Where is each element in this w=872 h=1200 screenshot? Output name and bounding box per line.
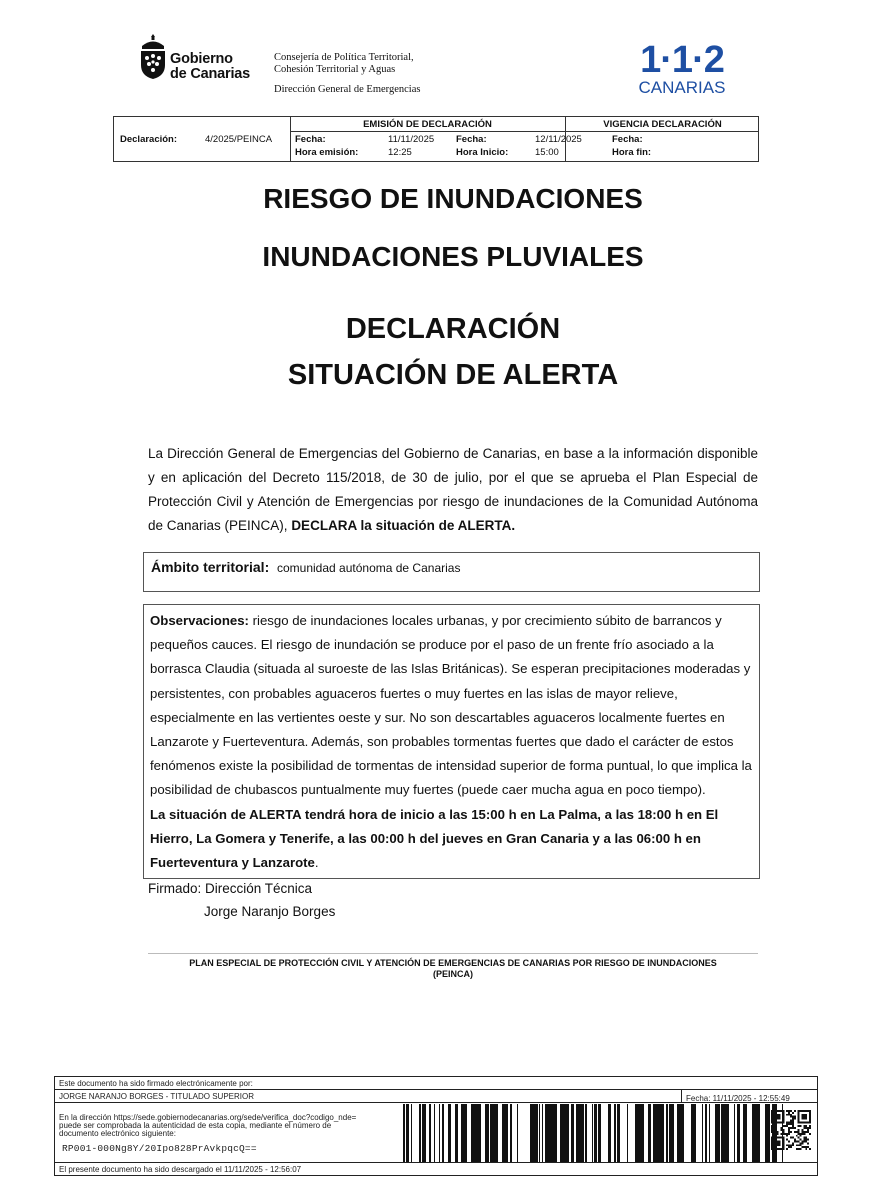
declaracion-label: Declaración: — [120, 134, 178, 145]
observaciones-label: Observaciones: — [150, 613, 249, 628]
sig-csv-code: RP001-000Ng8Y/20Ipo828PrAvkpqcQ== — [62, 1143, 257, 1154]
consejeria-line2: Cohesión Territorial y Aguas — [274, 64, 396, 75]
firmado-label: Firmado: Dirección Técnica — [148, 881, 313, 896]
emision-hora-label: Hora emisión: — [295, 147, 359, 158]
logo-112-canarias — [634, 40, 730, 100]
plan-line1: PLAN ESPECIAL DE PROTECCIÓN CIVIL Y ATENCIÓN DE EMERGENCIAS DE CANARIAS POR RIESGO DE INUNDACIONES — [189, 958, 717, 968]
observaciones-alerta-horarios: La situación de ALERTA tendrá hora de inicio a las 15:00 h en La Palma, a las 18:00 h en El Hierro, La Gomera y Tenerife, a las 00:00 h del jueves en Gran Canaria y a las 06:00 h en Fuerteventura y Lanzarote — [150, 806, 719, 871]
ambito-territorial-box — [143, 552, 760, 592]
vigencia-fecha-fin-label: Fecha: — [612, 134, 643, 145]
title-situacion-alerta: SITUACIÓN DE ALERTA — [287, 359, 619, 391]
gobierno-canarias-name — [170, 52, 250, 82]
sig-direccion-3: documento electrónico siguiente: — [59, 1129, 176, 1138]
vigencia-fecha-label: Fecha: — [456, 134, 487, 145]
emision-fecha-value: 11/11/2025 — [388, 134, 435, 145]
gobierno-canarias-crest-icon — [136, 32, 170, 84]
emision-fecha-label: Fecha: — [295, 134, 326, 145]
sig-direccion-2: puede ser comprobada la autenticidad de esta copia, mediante el número de — [59, 1121, 332, 1130]
vigencia-hora-label: Hora Inicio: — [456, 147, 509, 158]
consejeria-line1: Consejería de Política Territorial, — [274, 52, 414, 63]
ambito-label: Ámbito territorial: — [151, 559, 270, 575]
observaciones-paragraph — [150, 609, 754, 875]
sig-direccion-1: En la dirección https://sede.gobiernodecanarias.org/sede/verifica_doc?codigo_nde= — [59, 1113, 357, 1122]
gobierno-line2: de Canarias — [170, 66, 251, 82]
intro-text: La Dirección General de Emergencias del Gobierno de Canarias, en base a la información disponible y en aplicación del Decreto 115/2018, de 30 de julio, por el que se aprueba el Plan Especial de Protección Civil y Atención de Emergencias por riesgo de inundaciones de la Comunidad Autónoma de Canarias (PEINCA), — [148, 446, 758, 533]
electronic-signature-block — [54, 1076, 818, 1176]
qr-code-icon[interactable] — [771, 1110, 811, 1150]
emision-hora-value: 12:25 — [388, 147, 412, 158]
vigencia-header: VIGENCIA DECLARACIÓN — [603, 119, 722, 130]
declaracion-value: 4/2025/PEINCA — [205, 134, 273, 145]
direccion-general-name: Dirección General de Emergencias — [274, 84, 421, 95]
plan-line2: (PEINCA) — [433, 969, 473, 979]
logo-112-sub: CANARIAS — [638, 78, 726, 97]
title-inundaciones-pluviales: INUNDACIONES PLUVIALES — [262, 241, 644, 272]
emision-header: EMISIÓN DE DECLARACIÓN — [363, 119, 492, 130]
sig-firmado-por: Este documento ha sido firmado electrónicamente por: — [59, 1079, 253, 1088]
ambito-value: comunidad autónoma de Canarias — [277, 561, 461, 575]
sig-fecha: Fecha: 11/11/2025 - 12:55:49 — [686, 1094, 790, 1103]
title-declaracion: DECLARACIÓN — [345, 313, 561, 345]
intro-declara: DECLARA la situación de ALERTA. — [291, 518, 516, 533]
gobierno-line1: Gobierno — [170, 51, 233, 67]
sig-descargado: El presente documento ha sido descargado el 11/11/2025 - 12:56:07 — [59, 1165, 302, 1174]
observaciones-end: . — [314, 855, 319, 871]
declaration-table — [113, 116, 759, 162]
plan-footer — [148, 958, 758, 980]
vigencia-horafin-label: Hora fin: — [612, 147, 652, 158]
logo-112-number: 1·1·2 — [640, 39, 724, 81]
vigencia-fecha-value: 12/11/2025 — [535, 134, 582, 145]
barcode-icon — [401, 1104, 789, 1162]
observaciones-text: riesgo de inundaciones locales urbanas, y por crecimiento súbito de barrancos y pequeños cauces. El riesgo de inundación se produce por el paso de un frente frío asociado a la borrasca Claudia (situada al suroeste de las Islas Británicas). Se esperan precipitaciones moderadas y persistentes, con probables aguaceros fuertes o muy fuertes en las islas de mayor relieve, especialmente en las vertientes oeste y sur. No son descartables aguaceros localmente fuertes en Lanzarote y Fuerteventura. Además, son probables tormentas fuertes que dado el carácter de estos fenómenos existe la posibilidad de tormentas de intensidad superior de forma puntual, lo que implica la posibilidad de chubascos puntualmente muy fuertes (puede caer mucha agua en poco tiempo). — [150, 613, 752, 798]
consejeria-name — [274, 52, 414, 76]
plan-divider — [148, 953, 758, 954]
title-riesgo: RIESGO DE INUNDACIONES — [263, 183, 643, 214]
firmante-name: Jorge Naranjo Borges — [204, 904, 336, 919]
observaciones-box — [143, 604, 760, 879]
vigencia-hora-value: 15:00 — [535, 147, 559, 158]
intro-paragraph — [148, 442, 758, 538]
sig-firmante: JORGE NARANJO BORGES - TITULADO SUPERIOR — [59, 1092, 254, 1101]
